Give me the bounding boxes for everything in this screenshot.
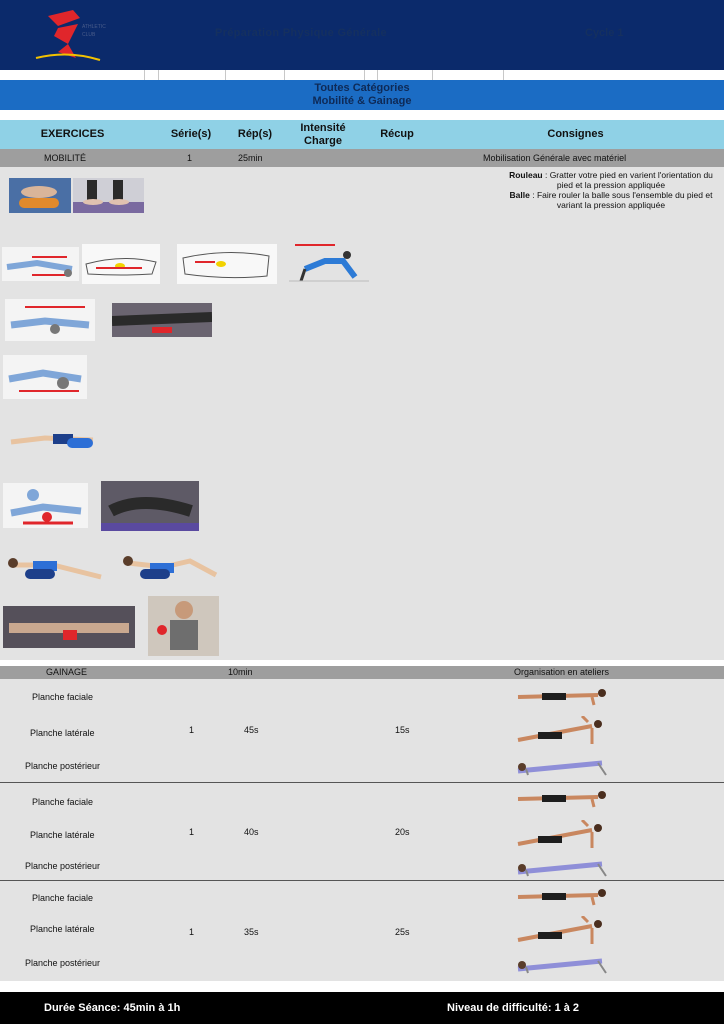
col-reps: Rép(s) (237, 128, 273, 140)
recup-value: 15s (395, 725, 410, 735)
reps-value: 35s (244, 927, 259, 937)
svg-text:CLUB: CLUB (82, 32, 96, 38)
hamstring-roll-illustration (5, 299, 95, 341)
front-plank-illustration (512, 887, 612, 907)
shoulder-roll-photo (3, 606, 135, 648)
leg-roll-photo (112, 303, 212, 337)
col-consignes: Consignes (547, 128, 604, 140)
exercise-name: Planche latérale (30, 830, 95, 840)
rouleau-text: : Gratter votre pied en varient l'orientation du pied et la pression appliquée (542, 170, 713, 190)
table-header (0, 120, 724, 149)
col-charge: Charge (304, 135, 342, 147)
series-value: 1 (189, 827, 195, 837)
series-value: 1 (189, 927, 195, 937)
reps-value: 45s (244, 725, 259, 735)
category-line-1: Toutes Catégories (314, 82, 410, 94)
mobilite-section (0, 149, 724, 660)
mobilite-name: MOBILITÉ (44, 153, 87, 163)
gainage-table (0, 679, 724, 981)
mobilite-row (0, 149, 724, 167)
block-divider (0, 880, 724, 881)
foot-roller-photo (9, 178, 71, 213)
block-divider (0, 782, 724, 783)
balle-label: Balle (509, 190, 530, 200)
quad-roll-illustration (5, 422, 101, 456)
gainage-row (0, 666, 724, 679)
category-banner (0, 80, 724, 110)
session-duration: Durée Séance: 45min à 1h (44, 1002, 181, 1014)
glute-roll-illustration (3, 355, 87, 399)
back-roll-illustration (3, 483, 88, 528)
exercise-name: Planche postérieur (25, 861, 101, 871)
mobilite-consigne: Mobilisation Générale avec matériel (483, 153, 627, 163)
club-logo-icon (28, 6, 138, 64)
mobilite-series: 1 (187, 153, 193, 163)
exercise-name: Planche latérale (30, 924, 95, 934)
front-plank-illustration (512, 687, 612, 707)
balle-text: : Faire rouler la balle sous l'ensemble du pied et variant la pression appliquée (529, 190, 713, 210)
exercise-name: Planche faciale (32, 893, 94, 903)
side-plank-illustration (512, 916, 612, 946)
exercise-name: Planche latérale (30, 728, 95, 738)
thigh-anatomy-drawing (177, 244, 277, 284)
reps-value: 40s (244, 827, 259, 837)
recup-value: 20s (395, 827, 410, 837)
back-plank-illustration (512, 951, 612, 975)
exercise-name: Planche faciale (32, 692, 94, 702)
mobilite-instructions (500, 170, 722, 210)
exercise-name: Planche postérieur (25, 761, 101, 771)
hip-roll-photo (101, 481, 199, 531)
cycle-label: Cycle 1 (585, 27, 624, 39)
difficulty-level: Niveau de difficulté: 1 à 2 (447, 1002, 580, 1014)
col-exercices: EXERCICES (40, 128, 105, 140)
foot-ball-photo (73, 178, 144, 213)
col-series: Série(s) (170, 128, 212, 140)
recup-value: 25s (395, 927, 410, 937)
front-plank-illustration (512, 789, 612, 809)
mobilite-duration: 25min (238, 153, 263, 163)
spacer-row (0, 70, 724, 80)
back-plank-illustration (512, 854, 612, 878)
back-plank-illustration (512, 753, 612, 777)
exercise-name: Planche postérieur (25, 958, 101, 968)
page-footer (0, 992, 724, 1024)
gainage-consigne: Organisation en ateliers (514, 667, 610, 677)
page-header (0, 0, 724, 70)
thoracic-roll-illustration (120, 551, 220, 581)
side-plank-illustration (512, 820, 612, 850)
category-line-2: Mobilité & Gainage (312, 95, 412, 107)
rouleau-label: Rouleau (509, 170, 543, 180)
gainage-name: GAINAGE (46, 667, 88, 677)
series-value: 1 (189, 725, 195, 735)
calf-roll-illustration (2, 247, 79, 281)
kneeling-stretch-illustration (285, 239, 370, 284)
page-title: Préparation Physique Générale (215, 27, 387, 39)
svg-text:ATHLETIC: ATHLETIC (82, 24, 106, 30)
spine-roll-illustration (3, 551, 107, 584)
gainage-duration: 10min (228, 667, 253, 677)
col-recup: Récup (380, 128, 414, 140)
ball-shoulder-photo (148, 596, 219, 656)
side-plank-illustration (512, 716, 612, 746)
col-intensite: Intensité (300, 122, 346, 134)
calf-anatomy-drawing (82, 244, 160, 284)
exercise-name: Planche faciale (32, 797, 94, 807)
